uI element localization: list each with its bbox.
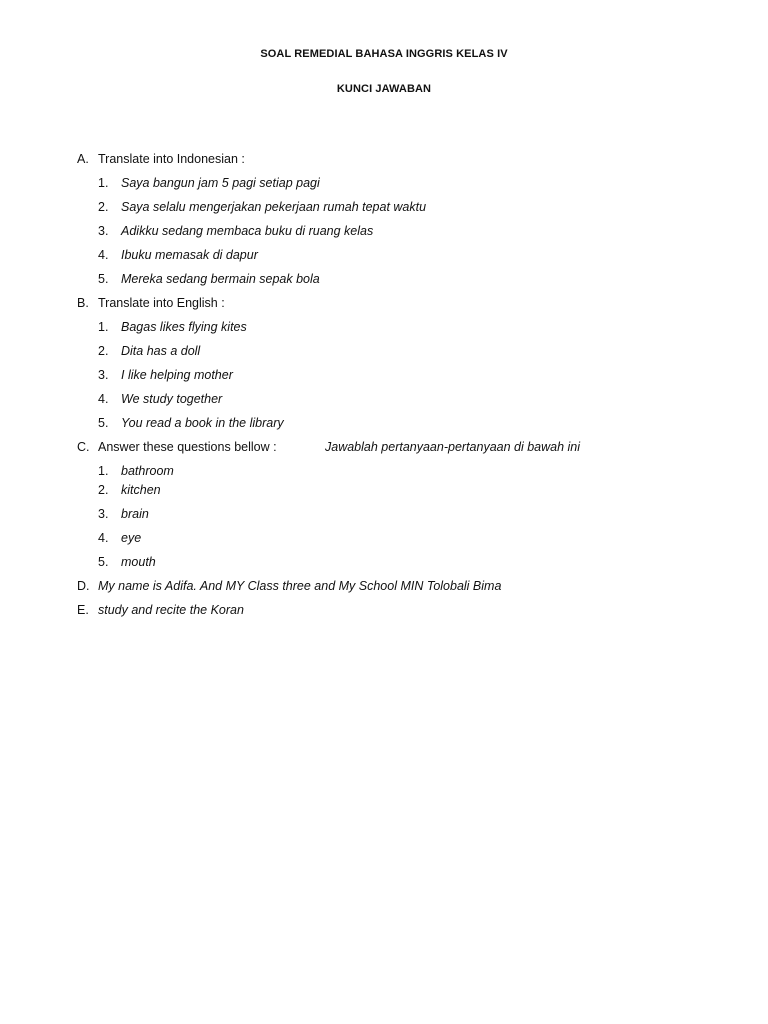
section-heading-text: Translate into English : xyxy=(98,296,225,310)
document-subtitle: KUNCI JAWABAN xyxy=(336,83,432,95)
item-text: I like helping mother xyxy=(121,368,233,382)
section-letter: C. xyxy=(77,440,90,454)
item-text: brain xyxy=(121,507,149,521)
item-number: 2. xyxy=(98,483,109,497)
item-text: Adikku sedang membaca buku di ruang kelas xyxy=(121,224,374,238)
item-number: 2. xyxy=(98,200,109,214)
item-number: 4. xyxy=(98,392,109,406)
section-letter: B. xyxy=(77,296,89,310)
section-letter: A. xyxy=(77,152,89,166)
item-text: You read a book in the library xyxy=(121,416,284,430)
item-text: Saya bangun jam 5 pagi setiap pagi xyxy=(121,176,320,190)
section-heading-translation: Jawablah pertanyaan-pertanyaan di bawah ini xyxy=(325,440,581,454)
section-heading-text: Answer these questions bellow : xyxy=(98,440,277,454)
item-number: 5. xyxy=(98,272,109,286)
item-number: 1. xyxy=(98,320,109,334)
item-number: 1. xyxy=(98,176,109,190)
item-text: Mereka sedang bermain sepak bola xyxy=(121,272,320,286)
section-letter: D. xyxy=(77,579,90,593)
item-text: Ibuku memasak di dapur xyxy=(121,248,258,262)
item-number: 3. xyxy=(98,224,109,238)
section-heading-text: Translate into Indonesian : xyxy=(98,152,245,166)
section-answer-text: study and recite the Koran xyxy=(98,603,244,617)
item-number: 1. xyxy=(98,464,109,478)
item-number: 4. xyxy=(98,248,109,262)
item-text: eye xyxy=(121,531,142,545)
item-number: 4. xyxy=(98,531,109,545)
item-text: Saya selalu mengerjakan pekerjaan rumah tepat waktu xyxy=(121,200,427,214)
item-number: 3. xyxy=(98,368,109,382)
document-title: SOAL REMEDIAL BAHASA INGGRIS KELAS IV xyxy=(260,48,508,60)
item-text: kitchen xyxy=(121,483,161,497)
item-text: bathroom xyxy=(121,464,174,478)
item-text: Bagas likes flying kites xyxy=(121,320,247,334)
section-answer-text: My name is Adifa. And MY Class three and My School MIN Tolobali Bima xyxy=(98,579,502,593)
item-number: 5. xyxy=(98,416,109,430)
item-text: mouth xyxy=(121,555,156,569)
section-letter: E. xyxy=(77,603,89,617)
item-number: 3. xyxy=(98,507,109,521)
item-number: 5. xyxy=(98,555,109,569)
item-number: 2. xyxy=(98,344,109,358)
item-text: We study together xyxy=(121,392,223,406)
item-text: Dita has a doll xyxy=(121,344,201,358)
